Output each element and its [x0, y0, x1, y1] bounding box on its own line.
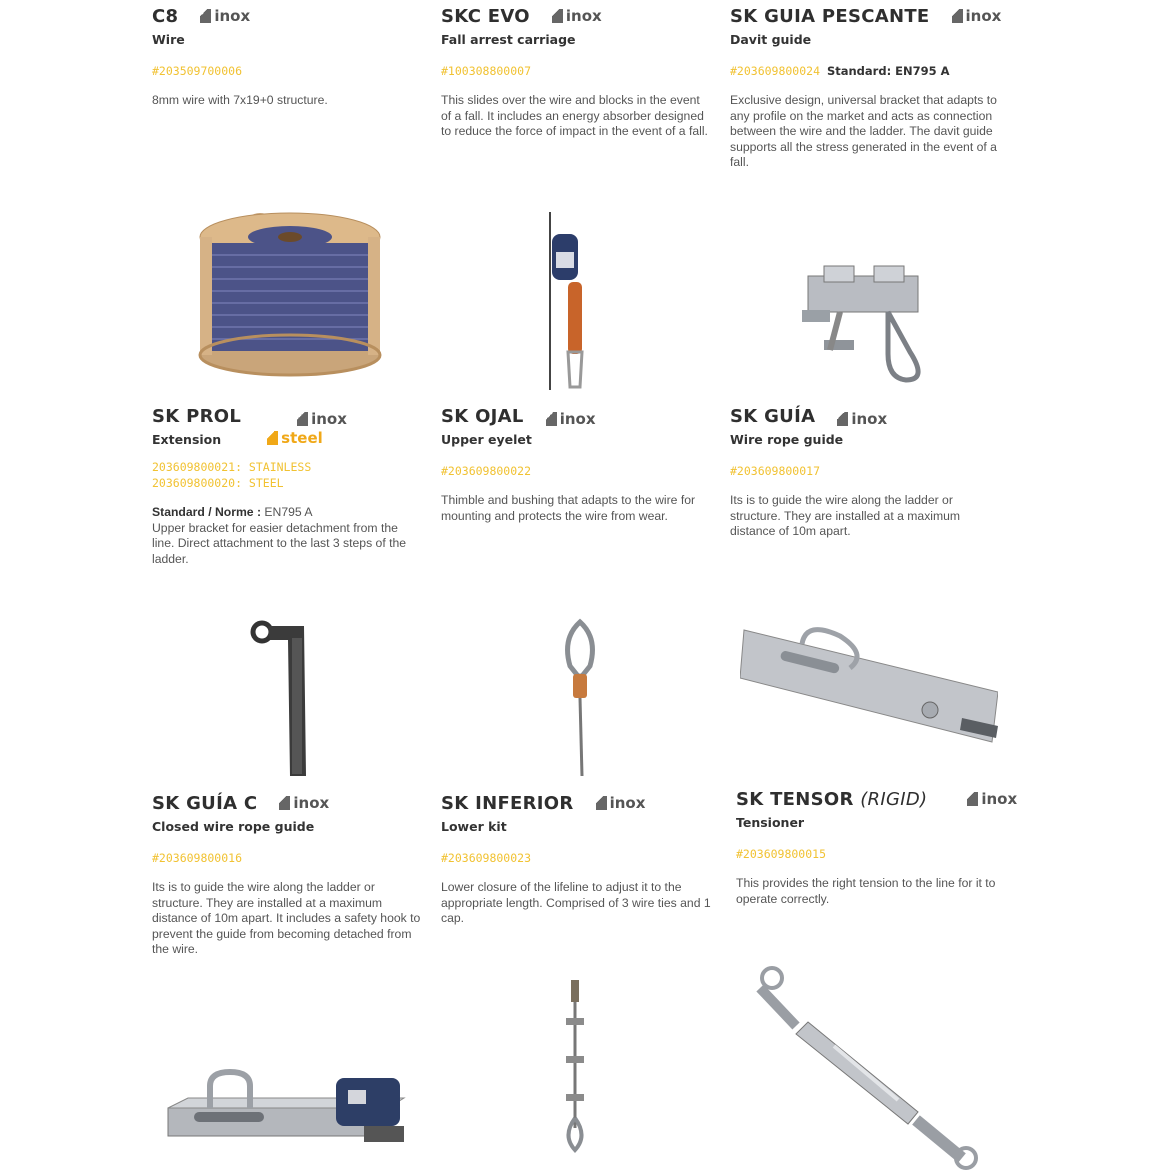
standard-label: Standard / Norme :	[152, 505, 262, 519]
product-description: Thimble and bushing that adapts to the wire for mounting and protects the wire from wear.	[441, 493, 696, 523]
inox-logo-icon	[837, 412, 848, 426]
inox-logo-icon	[279, 796, 290, 810]
product-card-sk-guia-pescante	[730, 3, 1000, 171]
product-description: This slides over the wire and blocks in the event of a fall. It includes an energy absorber designed to reduce the force of impact in the event of a fall.	[441, 93, 708, 138]
product-ref: #203609800015	[736, 847, 827, 861]
product-subtitle: Tensioner	[736, 815, 805, 830]
inox-logo-icon	[552, 9, 563, 23]
product-name: SK GUIA PESCANTE	[730, 5, 930, 27]
product-ref: 203609800020: STEEL	[152, 476, 284, 490]
steel-logo-icon	[267, 431, 278, 445]
inox-badge: inox	[279, 794, 329, 812]
product-name: SK GUÍA C	[152, 792, 258, 814]
product-subtitle: Wire	[152, 32, 185, 47]
product-description: Lower closure of the lifeline to adjust it to the appropriate length. Comprised of 3 wire ties and 1 cap.	[441, 880, 711, 925]
product-card-sk-guia-c	[152, 790, 422, 958]
wire-rope-guide-image	[740, 622, 998, 750]
inox-badge: inox	[200, 7, 250, 25]
standard-value: EN795 A	[264, 505, 313, 519]
extension-bracket-image	[248, 618, 313, 778]
product-ref-list	[152, 459, 422, 491]
inox-badge: inox	[837, 410, 887, 428]
product-ref: #100308800007	[441, 64, 532, 78]
product-subtitle: Closed wire rope guide	[152, 819, 315, 834]
product-subtitle: Extension	[152, 432, 222, 447]
inox-badge: inox	[596, 794, 646, 812]
product-name: SK INFERIOR	[441, 792, 574, 814]
product-ref: #203609800022	[441, 464, 532, 478]
product-card-sk-ojal	[441, 403, 711, 524]
inox-badge: inox	[297, 410, 347, 428]
tensioner-turnbuckle-image	[748, 962, 993, 1170]
product-card-sk-inferior	[441, 790, 711, 927]
inox-logo-icon	[596, 796, 607, 810]
inox-badge: inox	[546, 410, 596, 428]
inox-badge: inox	[552, 7, 602, 25]
product-name: C8	[152, 5, 179, 27]
product-card-sk-prol	[152, 403, 422, 567]
product-subtitle: Upper eyelet	[441, 432, 532, 447]
inox-logo-icon	[297, 412, 308, 426]
product-name: SK GUÍA	[730, 405, 816, 427]
product-ref: #203609800016	[152, 851, 243, 865]
product-card-sk-guia	[730, 403, 1000, 540]
product-card-skc-evo	[441, 3, 711, 140]
product-description: 8mm wire with 7x19+0 structure.	[152, 93, 328, 107]
davit-guide-bracket-image	[788, 262, 938, 387]
steel-badge: steel	[267, 429, 323, 447]
product-ref: #203609800023	[441, 851, 532, 865]
product-name: SK PROL	[152, 405, 242, 427]
product-subtitle: Fall arrest carriage	[441, 32, 576, 47]
lower-kit-image	[560, 978, 590, 1153]
product-name: SKC EVO	[441, 5, 530, 27]
upper-eyelet-image	[560, 618, 600, 778]
product-description: Its is to guide the wire along the ladder or structure. They are installed at a maximum distance of 10m apart. It includes a safety hook to prevent the guide from becoming detached from the wire.	[152, 880, 421, 956]
inox-logo-icon	[967, 792, 978, 806]
product-ref: #203609800024 Standard: EN795 A	[730, 64, 950, 78]
product-subtitle: Lower kit	[441, 819, 507, 834]
wire-spool-image	[190, 205, 390, 380]
product-name: SK OJAL	[441, 405, 524, 427]
product-subtitle: Wire rope guide	[730, 432, 844, 447]
product-name-suffix: (RIGID)	[860, 788, 928, 810]
closed-wire-rope-guide-image	[164, 1068, 409, 1163]
fall-arrest-carriage-image	[538, 212, 598, 390]
inox-badge: inox	[967, 790, 1017, 808]
product-description-block	[152, 505, 422, 567]
product-ref: 203609800021: STAINLESS	[152, 460, 312, 474]
product-ref: #203509700006	[152, 64, 243, 78]
inox-logo-icon	[952, 9, 963, 23]
inox-logo-icon	[546, 412, 557, 426]
product-description: Its is to guide the wire along the ladder or structure. They are installed at a maximum distance of 10m apart.	[730, 493, 961, 538]
product-card-sk-tensor	[736, 786, 1018, 907]
product-name: SK TENSOR (RIGID)	[736, 788, 928, 810]
product-ref: #203609800017	[730, 464, 821, 478]
product-card-c8	[152, 3, 422, 109]
inox-badge: inox	[952, 7, 1002, 25]
product-description: Upper bracket for easier detachment from the line. Direct attachment to the last 3 steps of the ladder.	[152, 520, 407, 566]
product-description: Exclusive design, universal bracket that adapts to any profile on the market and acts as connection between the wire and the ladder. The davit guide supports all the stress generated in the event of a fall.	[730, 93, 997, 169]
product-standard: Standard: EN795 A	[826, 64, 950, 78]
product-subtitle: Davit guide	[730, 32, 812, 47]
inox-logo-icon	[200, 9, 211, 23]
product-description: This provides the right tension to the line for it to operate correctly.	[736, 876, 996, 906]
